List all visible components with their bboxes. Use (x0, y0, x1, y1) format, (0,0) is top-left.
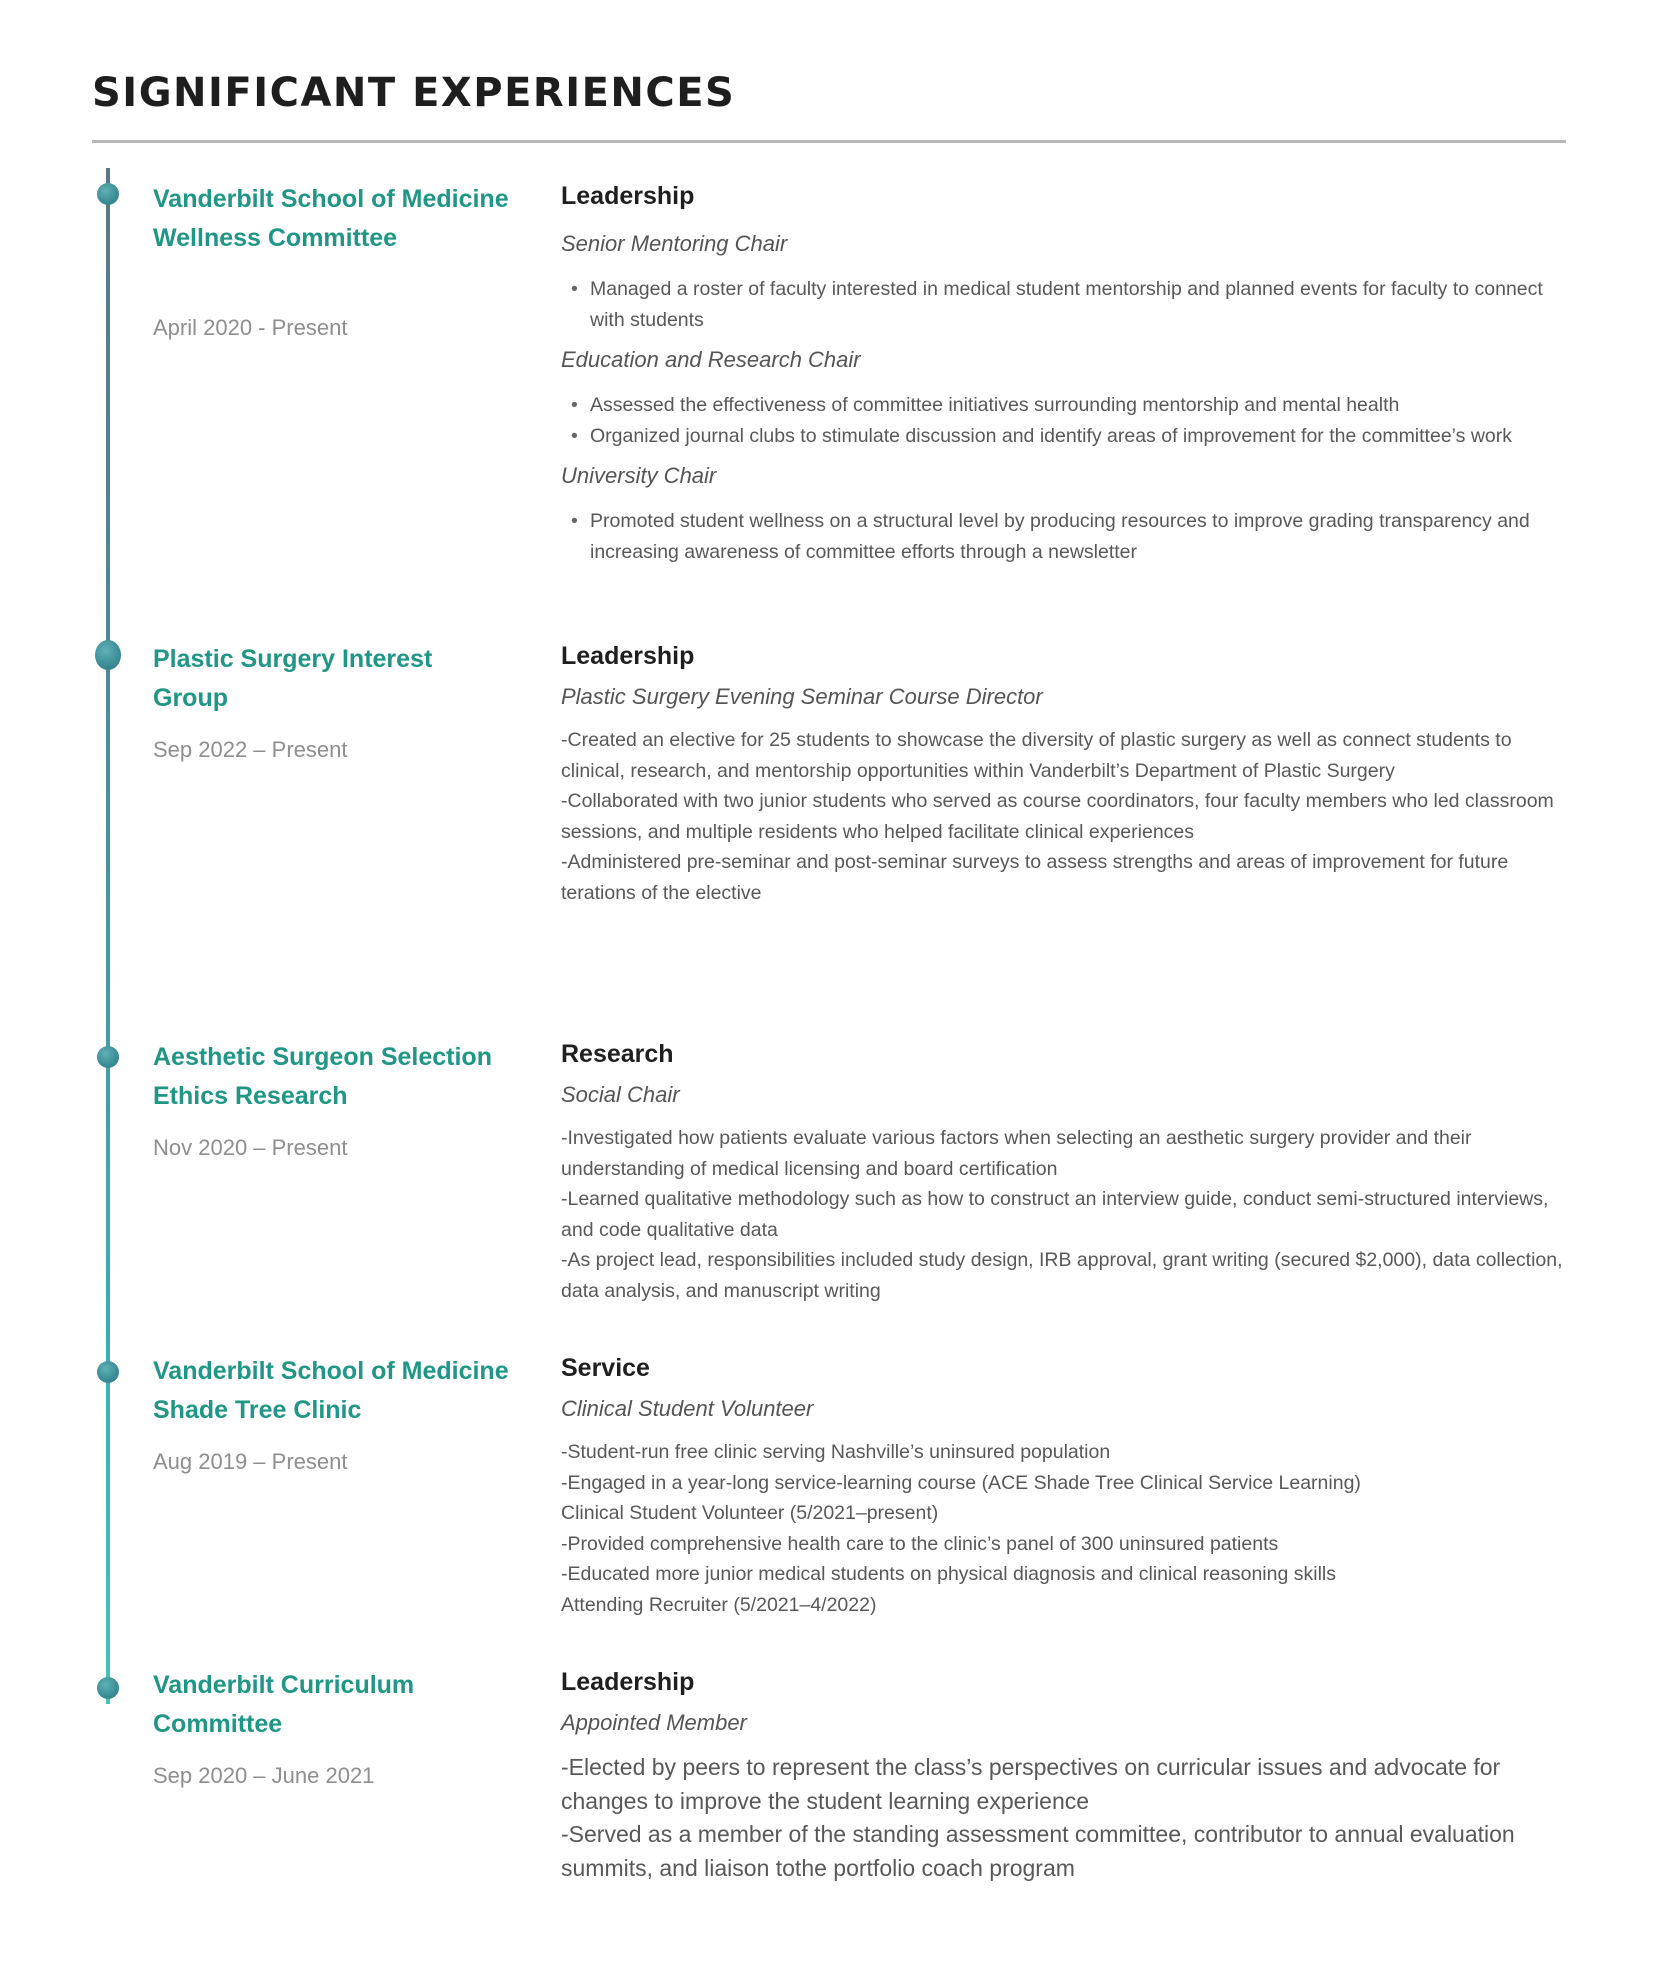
role-title: Social Chair (561, 1082, 680, 1107)
description-line: -Created an elective for 25 students to showcase the diversity of plastic surgery as well as connect students to clinical, research, and mentorship opportunities within Vanderbilt’s Department of Plastic Surgery (561, 729, 1512, 782)
description-line: -As project lead, responsibilities included study design, IRB approval, grant writing (secured $2,000), data collection, data analysis, and manuscript writing (561, 1249, 1563, 1302)
role-title: Plastic Surgery Evening Seminar Course Director (561, 684, 1043, 709)
date-range: Aug 2019 – Present (153, 1449, 348, 1474)
bullet-list (561, 506, 1571, 567)
description (561, 1123, 1571, 1306)
date-range: Sep 2020 – June 2021 (153, 1763, 375, 1788)
list-item: • Promoted student wellness on a structural level by producing resources to improve grading transparency and increasing awareness of committee efforts through a newsletter (561, 506, 1571, 567)
description-line: -Administered pre-seminar and post-seminar surveys to assess strengths and areas of improvement for future terations of the elective (561, 851, 1509, 904)
role-title: Education and Research Chair (561, 347, 861, 372)
timeline-line (106, 168, 110, 1704)
category-heading: Leadership (561, 642, 695, 670)
description-line: -Elected by peers to represent the class’s perspectives on curricular issues and advocate for changes to improve the student learning experience (561, 1754, 1501, 1814)
description-line: -Collaborated with two junior students who served as course coordinators, four faculty members who led classroom sessions, and multiple residents who helped facilitate clinical experiences (561, 790, 1554, 843)
role-title: Senior Mentoring Chair (561, 231, 788, 256)
description-line: -Learned qualitative methodology such as how to construct an interview guide, conduct semi-structured interviews, and code qualitative data (561, 1188, 1549, 1241)
timeline-dot (97, 183, 119, 205)
experience-details (561, 640, 1571, 908)
list-item: • Organized journal clubs to stimulate discussion and identify areas of improvement for the committee’s work (561, 421, 1571, 452)
timeline-dot (97, 1361, 119, 1383)
description (561, 1437, 1571, 1620)
category-heading: Service (561, 1354, 650, 1382)
description (561, 725, 1571, 908)
organization-name: Plastic Surgery Interest Group (153, 645, 433, 712)
title-divider (92, 140, 1566, 143)
description-line: Attending Recruiter (5/2021–4/2022) (561, 1593, 877, 1616)
list-item: • Managed a roster of faculty interested in medical student mentorship and planned events for faculty to connect with students (561, 274, 1571, 335)
bullet-list (561, 274, 1571, 335)
date-range: Nov 2020 – Present (153, 1135, 348, 1160)
description-line: Clinical Student Volunteer (5/2021–present) (561, 1502, 939, 1524)
organization-name: Vanderbilt Curriculum Committee (153, 1671, 415, 1738)
organization-name: Vanderbilt School of Medicine Shade Tree Clinic (153, 1357, 509, 1424)
category-heading: Leadership (561, 182, 695, 210)
description-line: -Student-run free clinic serving Nashville’s uninsured population (561, 1441, 1111, 1463)
category-heading: Leadership (561, 1668, 695, 1696)
experience-details (561, 1038, 1571, 1306)
list-item: • Assessed the effectiveness of committee initiatives surrounding mentorship and mental health (561, 390, 1571, 421)
date-range: April 2020 - Present (153, 315, 348, 340)
role-title: University Chair (561, 463, 717, 488)
organization-name: Vanderbilt School of Medicine Wellness Committee (153, 185, 509, 252)
bullet-list (561, 390, 1571, 451)
category-heading: Research (561, 1040, 674, 1068)
description-line: -Educated more junior medical students on physical diagnosis and clinical reasoning skills (561, 1563, 1336, 1585)
experience-details (561, 180, 1571, 567)
description-line: -Served as a member of the standing assessment committee, contributor to annual evaluation summits, and liaison tothe portfolio coach program (561, 1821, 1515, 1881)
organization-name: Aesthetic Surgeon Selection Ethics Research (153, 1043, 492, 1110)
timeline-dot (95, 640, 121, 670)
date-range: Sep 2022 – Present (153, 737, 348, 762)
page-title: SIGNIFICANT EXPERIENCES (92, 70, 736, 116)
description (561, 1751, 1571, 1885)
experience-details (561, 1352, 1571, 1620)
timeline-dot (97, 1046, 119, 1068)
description-line: -Investigated how patients evaluate various factors when selecting an aesthetic surgery provider and their understanding of medical licensing and board certification (561, 1127, 1472, 1180)
description-line: -Provided comprehensive health care to the clinic’s panel of 300 uninsured patients (561, 1532, 1279, 1555)
role-title: Clinical Student Volunteer (561, 1396, 814, 1421)
timeline-dot (97, 1677, 119, 1699)
experience-details (561, 1666, 1571, 1885)
description-line: -Engaged in a year-long service-learning course (ACE Shade Tree Clinical Service Learning) (561, 1471, 1361, 1494)
role-title: Appointed Member (561, 1710, 747, 1735)
